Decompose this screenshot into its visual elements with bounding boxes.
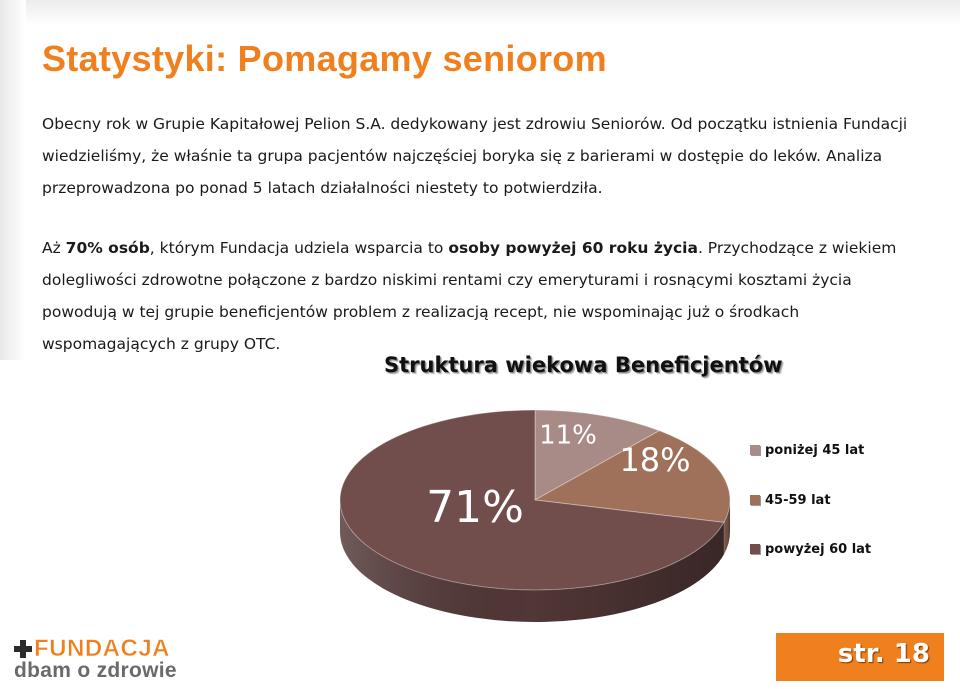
legend-item-under-45: [750, 440, 864, 460]
stats-text-3: . Przychodzące z wiekiem dolegliwości zdrowotne połączone z bardzo niskimi rentami czy emeryturami i rosnącymi kosztami życia powodują w tej grupie beneficjentów problem z realizacją recept, nie wspominając już o środkach wspomagających z grupy OTC.: [42, 239, 897, 353]
page-title: Statystyki: Pomagamy seniorom: [42, 38, 607, 79]
legend-swatch: [750, 445, 760, 455]
pie-label-1: 18%: [619, 441, 691, 479]
legend-label: poniżej 45 lat: [765, 442, 865, 458]
legend-item-over-60: [750, 539, 871, 559]
stats-text-2: , którym Fundacja udziela wsparcia to: [149, 239, 449, 257]
chart-title: Struktura wiekowa Beneficjentów: [384, 353, 783, 377]
legend-swatch: [750, 495, 760, 505]
legend-label: powyżej 60 lat: [765, 541, 872, 557]
legend-item-45-59: [750, 490, 831, 510]
fundacja-logo: [14, 635, 220, 682]
logo-tagline: dbam o zdrowie: [14, 659, 177, 682]
stats-text-1: Aż: [42, 239, 66, 257]
pie-label-2: 71%: [426, 482, 524, 533]
legend-swatch: [750, 544, 760, 554]
legend-label: 45-59 lat: [765, 492, 831, 508]
pie-label-0: 11%: [539, 420, 597, 451]
cross-icon: [14, 640, 32, 658]
stats-bold-1: 70% osób: [65, 239, 150, 257]
page-number-box: [776, 633, 944, 681]
intro-paragraph: Obecny rok w Grupie Kapitałowej Pelion S.A. dedykowany jest zdrowiu Seniorów. Od początku istnienia Fundacji wiedzieliśmy, że właśnie ta grupa pacjentów najczęściej boryka się z barierami w dostępie do leków. Analiza przeprowadzona po ponad 5 latach działalności niestety to potwierdziła.: [42, 115, 908, 197]
stats-bold-2: osoby powyżej 60 roku życia: [448, 239, 698, 257]
logo-top-row: [14, 635, 170, 662]
logo-word: FUNDACJA: [34, 635, 170, 662]
page-number: str. 18: [837, 639, 930, 669]
